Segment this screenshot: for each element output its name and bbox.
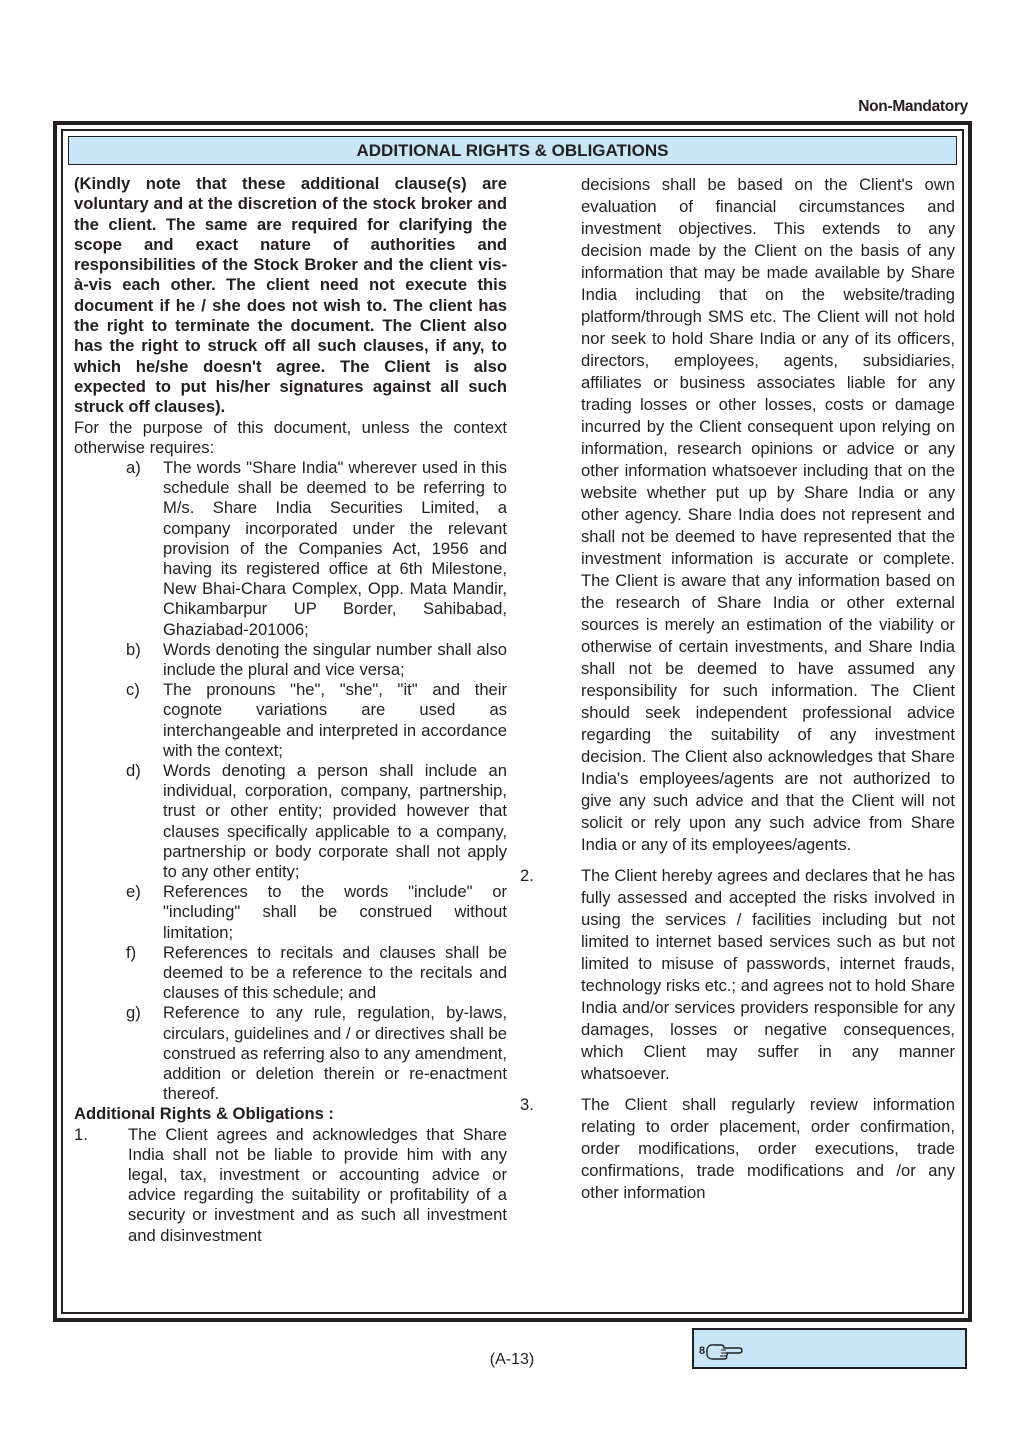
definition-marker: f) xyxy=(126,942,137,962)
intro-note: (Kindly note that these additional clause(s) are voluntary and at the discretion of the stock broker and the client. The same are required for clarifying the scope and exact nature of authorities and responsibilities of the Stock Broker and the client vis-à-vis each other. The client need not execute this document if he / she does not wish to. The client has the right to terminate the document. The Client also has the right to struck off all such clauses, if any, to which he/she doesn't agree. The Client is also expected to put his/her signatures against all such struck off clauses). xyxy=(74,174,507,417)
clause-1 xyxy=(74,1125,507,1246)
definition-marker: g) xyxy=(126,1003,141,1023)
definition-text: Reference to any rule, regulation, by-laws, circulars, guidelines and / or directives shall be construed as referring also to any amendment, addition or deletion therein or re-enactment thereof. xyxy=(163,1003,507,1104)
definition-text: Words denoting a person shall include an individual, corporation, company, partnership, trust or other entity; provided however that clauses specifically applicable to a company, partnership or body corporate shall not apply to any other entity; xyxy=(163,761,507,882)
definition-item-f xyxy=(74,943,507,1004)
section-title: ADDITIONAL RIGHTS & OBLIGATIONS xyxy=(68,136,957,165)
definition-marker: e) xyxy=(126,882,141,902)
obligations-heading: Additional Rights & Obligations : xyxy=(74,1104,334,1124)
definition-item-b xyxy=(74,640,507,680)
definition-item-a xyxy=(74,458,507,640)
definition-marker: d) xyxy=(126,761,141,781)
definition-marker: a) xyxy=(126,457,141,477)
clause-1-continued xyxy=(527,174,955,856)
clause-spacer xyxy=(527,856,955,865)
definition-item-c xyxy=(74,680,507,761)
box-glyph: 8 xyxy=(699,1345,706,1357)
definition-marker: c) xyxy=(126,680,140,700)
content-frame xyxy=(53,121,972,1322)
clause-3 xyxy=(520,1094,955,1204)
definition-item-g xyxy=(74,1003,507,1104)
page-number: (A-13) xyxy=(489,1351,535,1368)
definition-text: The words "Share India" wherever used in this schedule shall be deemed to be referring to M/s. Share India Securities Limited, a company incorporated under the relevant provision of the Companies Act, 1956 and having its registered office at 6th Milestone, New Bhai-Chara Complex, Opp. Mata Mandir, Chikambarpur UP Border, Sahibabad, Ghaziabad-201006; xyxy=(163,457,507,639)
purpose-text: For the purpose of this document, unless the context otherwise requires: xyxy=(74,417,507,457)
clause-text: The Client shall regularly review information relating to order placement, order confirmation, order modifications, order executions, trade confirmations, trade modifications and /or any other information xyxy=(581,1095,955,1202)
clause-marker: 1. xyxy=(74,1124,88,1144)
definition-marker: b) xyxy=(126,639,141,659)
clause-marker: 3. xyxy=(520,1095,534,1114)
clause-text: The Client hereby agrees and declares that he has fully assessed and accepted the risks involved in using the services / facilities including but not limited to internet based services such as but not limited to misuse of passwords, internet frauds, technology risks etc.; and agrees not to hold Share India and/or services providers responsible for any damages, losses or negative consequences, which Client may suffer in any manner whatsoever. xyxy=(581,866,955,1083)
right-column xyxy=(520,174,955,1204)
clause-2 xyxy=(520,865,955,1085)
clause-spacer xyxy=(527,1085,955,1094)
definition-text: References to recitals and clauses shall be deemed to be a reference to the recitals and clauses of this schedule; and xyxy=(163,942,507,1003)
document-type-label: Non-Mandatory xyxy=(858,98,968,115)
clause-marker: 2. xyxy=(520,866,534,885)
clause-text: decisions shall be based on the Client's own evaluation of financial circumstances and investment objectives. This extends to any decision made by the Client on the basis of any information that may be made available by Share India including that on the website/trading platform/through SMS etc. The Client will not hold nor seek to hold Share India or any of its officers, directors, employees, agents, subsidiaries, affiliates or business associates liable for any trading losses or other losses, costs or damage incurred by the Client consequent upon relying on information, research opinions or advice or any other information whatsoever including that on the website whether put up by Share India or any other agency. Share India does not represent and shall not be deemed to have represented that the investment information is accurate or complete. The Client is aware that any information based on the research of Share India or other external sources is merely an estimation of the viability or otherwise of certain investments, and Share India shall not be deemed to have assumed any responsibility for such information. The Client should seek independent professional advice regarding the suitability of any investment decision. The Client also acknowledges that Share India's employees/agents are not authorized to give any such advice and that the Client will not solicit or rely upon any such advice from Share India or any of its employees/agents. xyxy=(581,175,955,854)
definition-item-d xyxy=(74,761,507,882)
content-frame-inner xyxy=(61,129,964,1314)
definition-text: The pronouns "he", "she", "it" and their cognote variations are used as interchangeable and interpreted in accordance with the context; xyxy=(163,680,507,760)
signature-box xyxy=(692,1328,967,1369)
definition-item-e xyxy=(74,882,507,943)
clause-text: The Client agrees and acknowledges that Share India shall not be liable to provide him with any legal, tax, investment or accounting advice or advice regarding the suitability or profitability of a security or investment and as such all investment and disinvestment xyxy=(128,1124,507,1245)
pointing-hand-icon xyxy=(699,1340,745,1367)
definition-text: References to the words "include" or "including" shall be construed without limitation; xyxy=(163,882,507,942)
left-column xyxy=(74,174,507,1246)
definition-text: Words denoting the singular number shall also include the plural and vice versa; xyxy=(163,639,507,679)
